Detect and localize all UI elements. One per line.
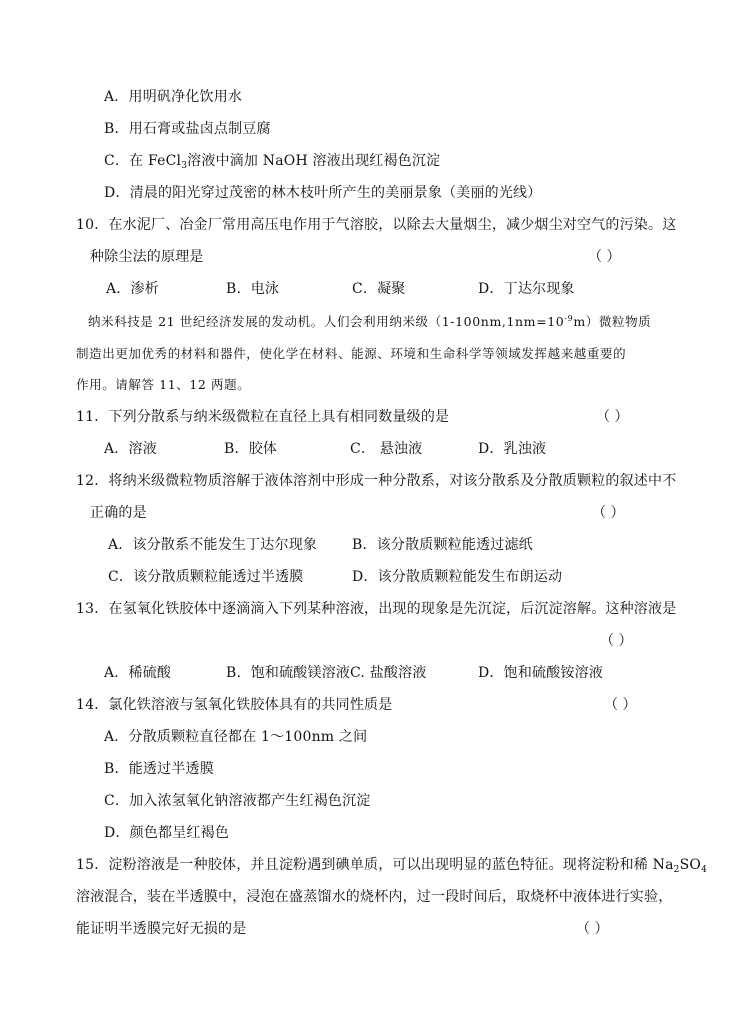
q15-answer-paren: （ ） xyxy=(576,921,609,937)
q12-stem-cont: 正确的是 xyxy=(90,505,147,521)
q10-option-a: A．渗析 xyxy=(106,281,159,297)
q11-option-c: C． 悬浊液 xyxy=(350,441,423,457)
q12-option-a: A．该分散系不能发生丁达尔现象 xyxy=(108,537,318,553)
q9-option-b: B．用石膏或盐卤点制豆腐 xyxy=(104,121,271,137)
q12-option-c: C．该分散质颗粒能透过半透膜 xyxy=(108,569,304,585)
q12-stem: 12．将纳米级微粒物质溶解于液体溶剂中形成一种分散系，对该分散系及分散质颗粒的叙述中不 xyxy=(76,473,677,489)
q14-option-b: B．能透过半透膜 xyxy=(104,761,214,777)
q14-option-c: C．加入浓氢氧化钠溶液都产生红褐色沉淀 xyxy=(104,793,371,809)
q13-answer-paren: （ ） xyxy=(600,633,633,649)
q13-option-b: B．饱和硫酸镁溶液 xyxy=(226,665,351,681)
q13-option-a: A．稀硫酸 xyxy=(104,665,172,681)
q15-stem: 15．淀粉溶液是一种胶体，并且淀粉遇到碘单质，可以出现明显的蓝色特征。现将淀粉和稀 $Na_2SO_4$ xyxy=(76,857,708,875)
q11-stem: 11．下列分散系与纳米级微粒在直径上具有相同数量级的是 xyxy=(76,409,450,425)
q15-stem-cont-2: 能证明半透膜完好无损的是 xyxy=(76,921,247,937)
q12-option-d: D．该分散质颗粒能发生布朗运动 xyxy=(352,569,563,585)
q14-option-a: A．分散质颗粒直径都在 1～100nm 之间 xyxy=(104,729,368,745)
q13-stem: 13．在氢氧化铁胶体中逐滴滴入下列某种溶液，出现的现象是先沉淀，后沉淀溶解。这种溶液是 xyxy=(76,601,677,617)
passage-line-3: 作用。请解答 11、12 两题。 xyxy=(76,377,251,392)
q15-stem-cont: 溶液混合，装在半透膜中，浸泡在盛蒸馏水的烧杯内，过一段时间后，取烧杯中液体进行实验， xyxy=(76,889,673,905)
q11-answer-paren: （ ） xyxy=(596,409,629,425)
passage-line-2: 制造出更加优秀的材料和器件，使化学在材料、能源、环境和生命科学等领域发挥越来越重要的 xyxy=(76,346,627,361)
q12-answer-paren: （ ） xyxy=(592,505,625,521)
q10-option-c: C．凝聚 xyxy=(352,281,406,297)
q10-answer-paren: （ ） xyxy=(588,249,621,265)
q11-option-a: A．溶液 xyxy=(104,441,157,457)
q10-option-b: B．电泳 xyxy=(226,281,280,297)
q9-option-d: D．清晨的阳光穿过茂密的林木枝叶所产生的美丽景象（美丽的光线） xyxy=(104,185,542,201)
q11-option-b: B．胶体 xyxy=(224,441,278,457)
q13-option-d: D．饱和硫酸铵溶液 xyxy=(478,665,604,681)
q9-option-a: A．用明矾净化饮用水 xyxy=(104,89,243,105)
q10-stem-cont: 种除尘法的原理是 xyxy=(90,249,204,265)
passage-line-1: 纳米科技是 21 世纪经济发展的发动机。人们会利用纳米级$(1-100nm,1nm=10^{-9}m)$微粒物质 xyxy=(88,314,652,329)
q11-option-d: D．乳浊液 xyxy=(478,441,547,457)
q9-option-c: C．在 FeCl$_3$溶液中滴加 NaOH 溶液出现红褐色沉淀 xyxy=(104,153,441,171)
q12-option-b: B．该分散质颗粒能透过滤纸 xyxy=(352,537,533,553)
q14-answer-paren: （ ） xyxy=(604,697,637,713)
q10-option-d: D．丁达尔现象 xyxy=(478,281,575,297)
q14-stem: 14．氯化铁溶液与氢氧化铁胶体具有的共同性质是 xyxy=(76,697,393,713)
q14-option-d: D．颜色都呈红褐色 xyxy=(104,825,230,841)
q10-stem: 10．在水泥厂、冶金厂常用高压电作用于气溶胶，以除去大量烟尘，减少烟尘对空气的污染。这 xyxy=(76,217,677,233)
q13-option-c: C. 盐酸溶液 xyxy=(350,665,427,681)
